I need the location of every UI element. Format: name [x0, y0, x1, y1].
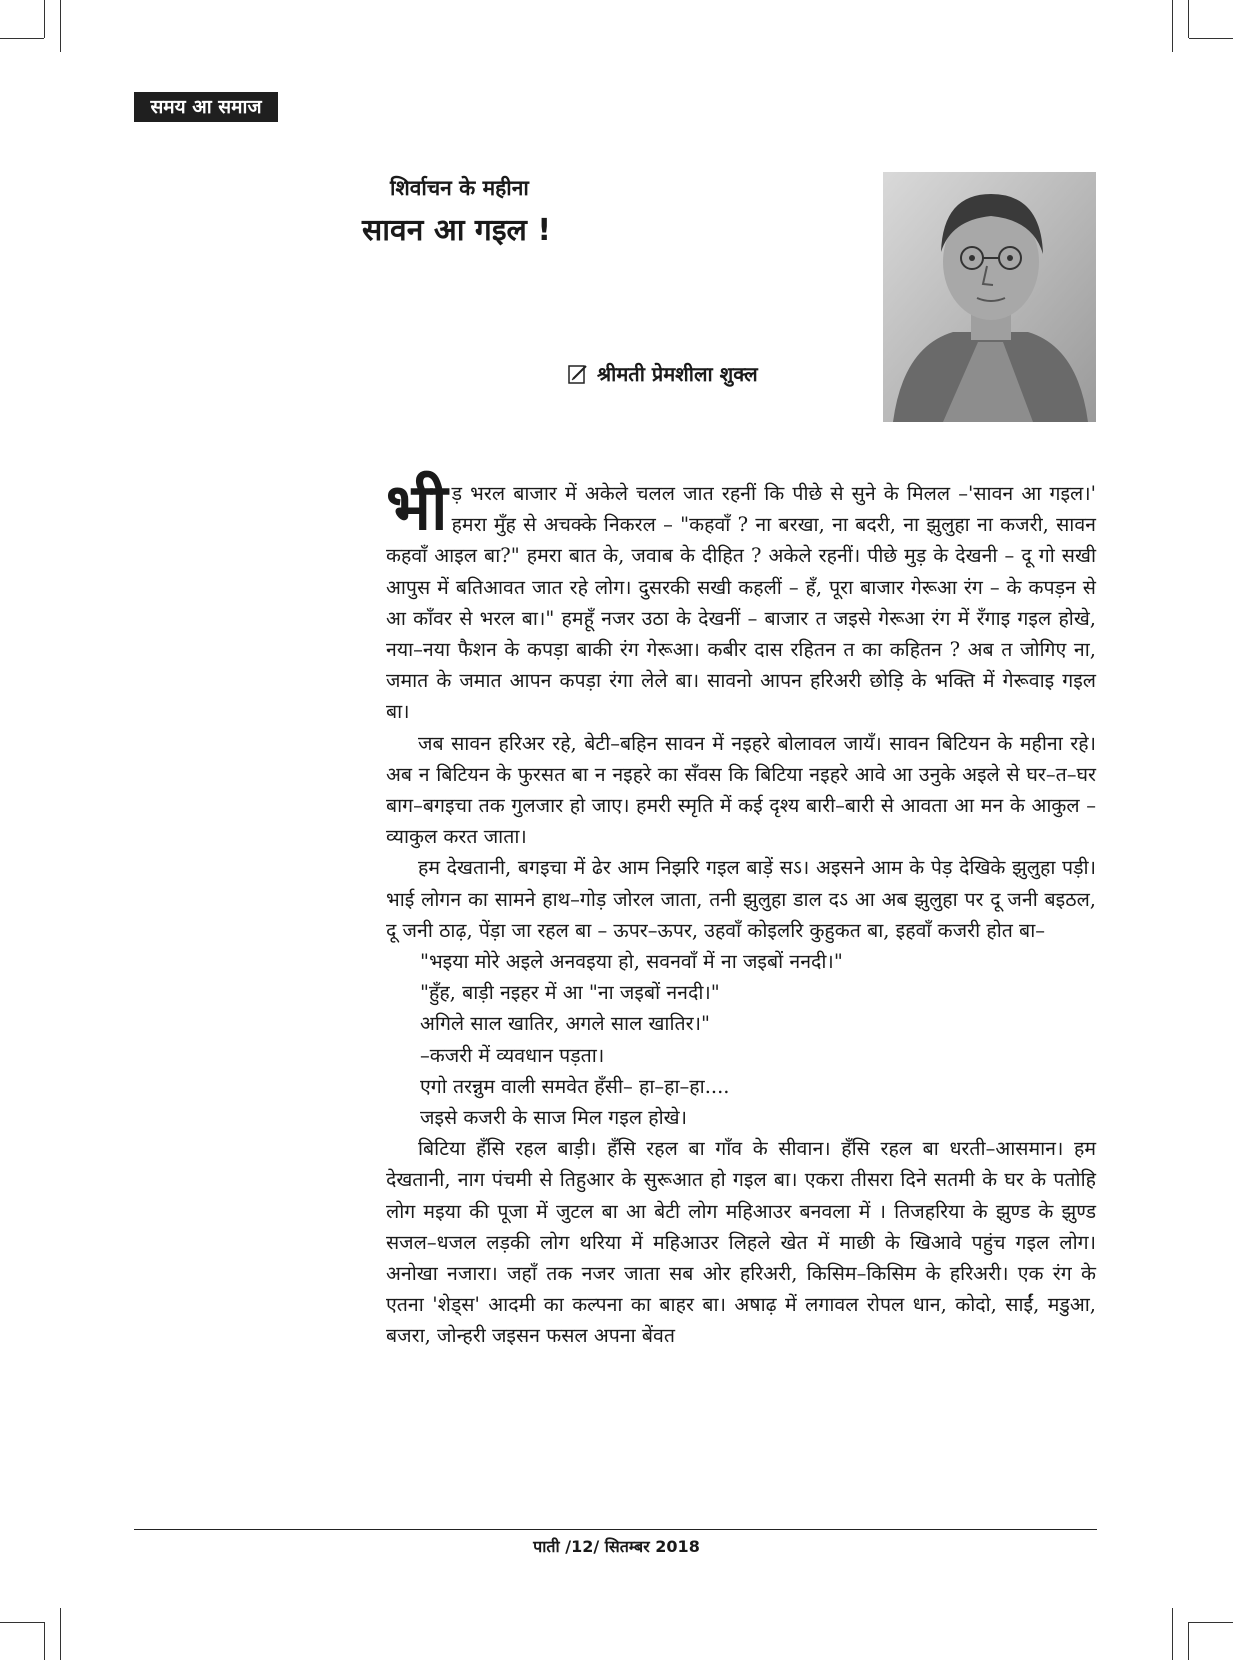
crop-mark — [1172, 0, 1173, 52]
crop-mark — [1188, 1622, 1189, 1660]
author-photo — [883, 172, 1096, 422]
section-tag: समय आ समाज — [134, 92, 278, 122]
crop-mark — [1189, 1622, 1233, 1623]
article-paragraph: हम देखतानी, बगइचा में ढेर आम निझरि गइल बाड़ें सऽ। अइसने आम के पेड़ देखिके झुलुहा पड़ी। भाई लोगन का सामने हाथ–गोड़ जोरल जाता, तनी झुलुहा डाल दऽ आ अब झुलुहा पर दू जनी बइठल, दू जनी ठाढ़, पेंड़ा जा रहल बा – ऊपर–ऊपर, उहवाँ कोइलरि कुहुकत बा, इहवाँ कजरी होत बा– — [386, 856, 1096, 942]
page-footer: पाती /12/ सितम्बर 2018 — [533, 1537, 700, 1556]
crop-mark — [60, 1608, 61, 1660]
song-line: –कजरी में व्यवधान पड़ता। — [420, 1043, 605, 1067]
song-line: एगो तरन्नुम वाली समवेत हँसी– हा–हा–हा.... — [420, 1074, 730, 1098]
article-paragraph — [386, 471, 1096, 728]
article-paragraph: जब सावन हरिअर रहे, बेटी–बहिन सावन में नइहरे बोलावल जायँ। सावन बिटियन के महीना रहे। अब न बिटियन के फुरसत बा न नइहरे का सँवस कि बिटिया नइहरे आवे आ उनुके अइले से घर–त–घर बाग–बगइचा तक गुलजार हो जाए। हमरी स्मृति में कई दृश्य बारी–बारी से आवता आ मन के आकुल – व्याकुल करत जाता। — [386, 731, 1096, 849]
crop-mark — [0, 1622, 44, 1623]
crop-mark — [0, 38, 44, 39]
crop-mark — [44, 0, 45, 38]
footer-rule — [134, 1529, 1097, 1530]
song-line: "हुँह, बाड़ी नइहर में आ "ना जइबों ननदी।" — [420, 981, 720, 1005]
song-line: अगिले साल खातिर, अगले साल खातिर।" — [420, 1012, 710, 1036]
article-kicker: शिर्वाचन के महीना — [390, 176, 529, 200]
author-name: श्रीमती प्रेमशीला शुक्ल — [597, 362, 758, 386]
article-paragraph: बिटिया हँसि रहल बाड़ी। हँसि रहल बा गाँव के सीवान। हँसि रहल बा धरती–आसमान। हम देखतानी, नाग पंचमी से तिहुआर के सुरूआत हो गइल बा। एकरा तीसरा दिने सतमी के घर के पतोहि लोग मइया की पूजा में जुटल बा आ बेटी लोग महिआउर बनवला में । तिजहरिया के झुण्ड के झुण्ड सजल–धजल लड़की लोग थरिया में महिआउर लिहले खेत में माछी के खिआवे पहुंच गइल लोग। अनोखा नजारा। जहाँ तक नजर जाता सब ओर हरिअरी, किसिम–किसिम के हरिअरी। एक रंग के एतना 'शेड्स' आदमी का कल्पना का बाहर बा। अषाढ़ में लगावल रोपल धान, कोदो, साईं, मडुआ, बजरा, जोन्हरी जइसन फसल अपना बेंवत — [386, 1137, 1096, 1348]
crop-mark — [1189, 38, 1233, 39]
crop-mark — [44, 1622, 45, 1660]
paragraph-text: ड़ भरल बाजार में अकेले चलल जात रहनीं कि पीछे से सुने के मिलल –'सावन आ गइल।' हमरा मुँह से अचक्के निकरल – "कहवाँ ? ना बरखा, ना बदरी, ना झुलुहा ना कजरी, सावन कहवाँ आइल बा?" हमरा बात के, जवाब के दीहित ? अकेले रहनीं। पीछे मुड़ के देखनी – दू गो सखी आपुस में बतिआवत जात रहे लोग। दुसरकी सखी कहलीं – हँ, पूरा बाजार गेरूआ रंग – के कपड़न से आ काँवर से भरल बा।" हमहूँ नजर उठा के देखनीं – बाजार त जइसे गेरूआ रंग में रँगाइ गइल होखे, नया–नया फैशन के कपड़ा बाकी रंग गेरूआ। कबीर दास रहितन त का कहितन ? अब त जोगिए ना, जमात के जमात आपन कपड़ा रंगा लेले बा। सावनो आपन हरिअरी छोड़ि के भक्ति में गेरूवाइ गइल बा। — [386, 482, 1096, 724]
crop-mark — [1188, 0, 1189, 38]
article-headline: सावन आ गइल ! — [362, 213, 552, 248]
crop-mark — [1172, 1608, 1173, 1660]
pen-note-icon — [567, 363, 589, 385]
drop-cap: भी — [386, 471, 448, 545]
article-body — [386, 471, 1096, 1352]
song-line: "भइया मोरे अइले अनवइया हो, सवनवाँ में ना जइबों ननदी।" — [420, 950, 843, 974]
crop-mark — [60, 0, 61, 52]
song-line: जइसे कजरी के साज मिल गइल होखे। — [420, 1106, 688, 1130]
byline — [567, 360, 758, 387]
